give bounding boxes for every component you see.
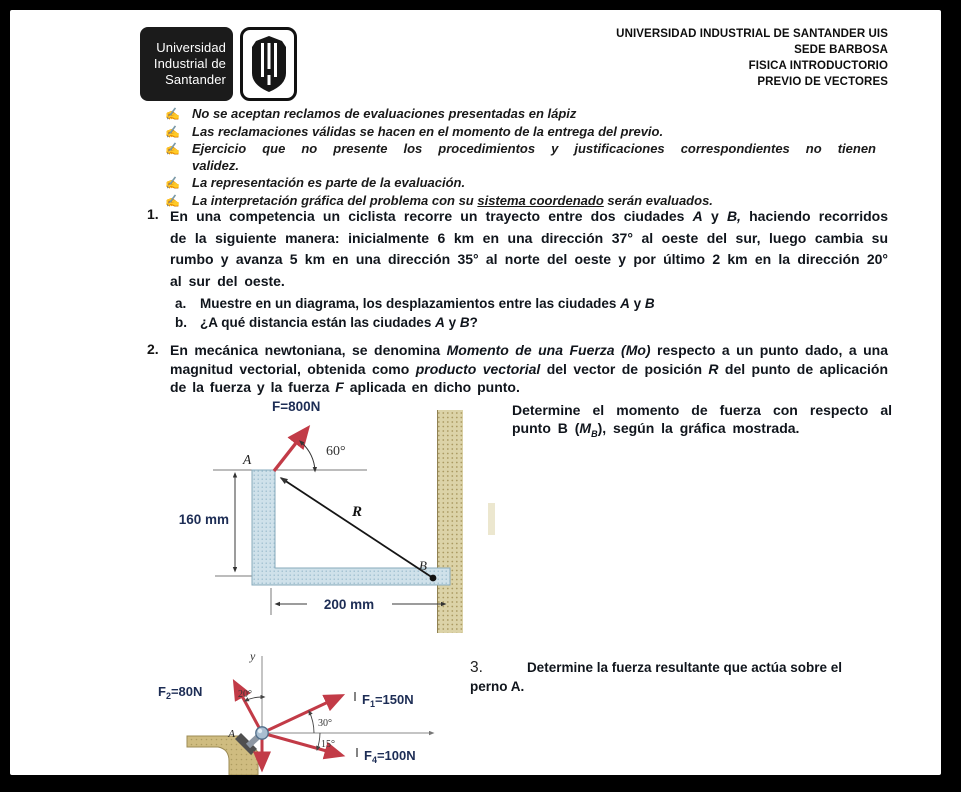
question-1a: a. Muestre en un diagrama, los desplazamientos entre las ciudades A y B: [175, 296, 655, 311]
y-axis-label: y: [250, 649, 256, 663]
force-800n-arrow: [274, 429, 307, 471]
writing-hand-icon: ✍: [165, 176, 180, 190]
header-line-exam: PREVIO DE VECTORES: [757, 76, 888, 88]
angle-30-label: 30°: [318, 718, 332, 729]
list-item: [165, 175, 879, 192]
list-item: [165, 106, 879, 123]
header-line-course: FISICA INTRODUCTORIO: [748, 60, 888, 72]
document-header: [616, 26, 888, 90]
wall: [437, 410, 463, 633]
point-b-label: B: [419, 558, 427, 573]
scan-artifact: [488, 503, 495, 535]
angle-20-label: 20°: [238, 689, 252, 700]
question-number: 1.: [147, 206, 159, 222]
rule-text: Las reclamaciones válidas se hacen en el momento de la entrega del previo.: [192, 123, 664, 139]
question-1b: b. ¿A qué distancia están las ciudades A y B?: [175, 315, 478, 330]
question-2: [147, 341, 888, 397]
city-a: A: [692, 208, 703, 224]
writing-hand-icon: ✍: [165, 107, 180, 121]
force-f2-label: $F_2=80N$: [158, 684, 203, 701]
logo-line: Universidad: [156, 40, 226, 55]
r-label: R: [352, 504, 363, 520]
question-3: [470, 658, 847, 696]
dim-200-label: 200 mm: [323, 597, 375, 612]
position-vector-r: [281, 478, 433, 578]
question-number: 2.: [147, 341, 159, 357]
question-number: 3.: [470, 659, 483, 676]
question-2-prompt: Determine el momento de fuerza con respecto al punto B $(M_B)$, según la gráfica mostrada.: [512, 402, 892, 439]
force-f1-label: $F_1=150N$: [362, 692, 414, 709]
writing-hand-icon: ✍: [165, 124, 180, 139]
dim-160-label: 160 mm: [178, 512, 229, 527]
point-a-label: A: [243, 452, 252, 467]
question-3-text: Determine la fuerza resultante que actúa sobre el perno A.: [470, 660, 843, 694]
angle-label: 60°: [326, 444, 346, 459]
angle-15-label: 15°: [321, 739, 335, 750]
logo-line: Santander: [165, 72, 226, 87]
exam-rules-list: [165, 106, 879, 210]
point-a-label: A: [228, 728, 235, 740]
support-plate: [187, 733, 258, 775]
university-wordmark-logo: [140, 27, 233, 101]
uis-shield-icon: [249, 35, 289, 93]
document-page: [10, 10, 941, 775]
question-1-text: En una competencia un ciclista recorre un trayecto entre dos ciudades A y B, haciendo recorridos de la siguiente manera: inicialmente 6 km en una dirección 37° al oeste del sur, luego cambia su rumbo y avanza 5 km en una dirección 35° al norte del oeste y por último 2 km en la dirección 20° al sur del oeste.: [170, 208, 889, 289]
bolt-a: [256, 727, 268, 739]
moment-symbol: $M_B$: [579, 419, 598, 439]
point-b-dot: [430, 575, 437, 582]
question-1: [147, 206, 888, 332]
uis-shield-logo: [240, 27, 297, 101]
writing-hand-icon: ✍: [165, 142, 180, 156]
city-b: B,: [726, 208, 741, 224]
force-label: F=800N: [272, 399, 321, 414]
force-f4-label: $F_4=100N$: [364, 748, 416, 765]
rule-text: No se aceptan reclamos de evaluaciones presentadas en lápiz: [192, 106, 577, 121]
question-2-text: En mecánica newtoniana, se denomina Momento de una Fuerza (Mo) respecto a un punto dado, a una magnitud vectorial, obtenida como producto vectorial del vector de posición R del punto de aplicación de la fuerza y la fuerza F aplicada en dicho punto.: [170, 342, 888, 395]
figure-forces-on-bolt: [145, 648, 455, 775]
writing-hand-icon: ✍: [165, 193, 180, 208]
rule-text: La representación es parte de la evaluación.: [192, 175, 466, 190]
list-item: [165, 141, 879, 174]
angle-30-arc: [309, 711, 314, 733]
angle-60-arc: [302, 443, 315, 471]
header-line-campus: SEDE BARBOSA: [794, 44, 888, 56]
rule-text: Ejercicio que no presente los procedimientos y justificaciones correspondientes no tienen validez.: [192, 141, 876, 173]
list-item: [165, 124, 879, 141]
figure-moment-of-force: [145, 398, 505, 643]
header-line-institution: UNIVERSIDAD INDUSTRIAL DE SANTANDER UIS: [616, 28, 888, 40]
logo-line: Industrial de: [153, 56, 226, 71]
rule-text: ✍ La interpretación gráfica del problema con su sistema coordenado serán evaluados.: [165, 192, 713, 208]
